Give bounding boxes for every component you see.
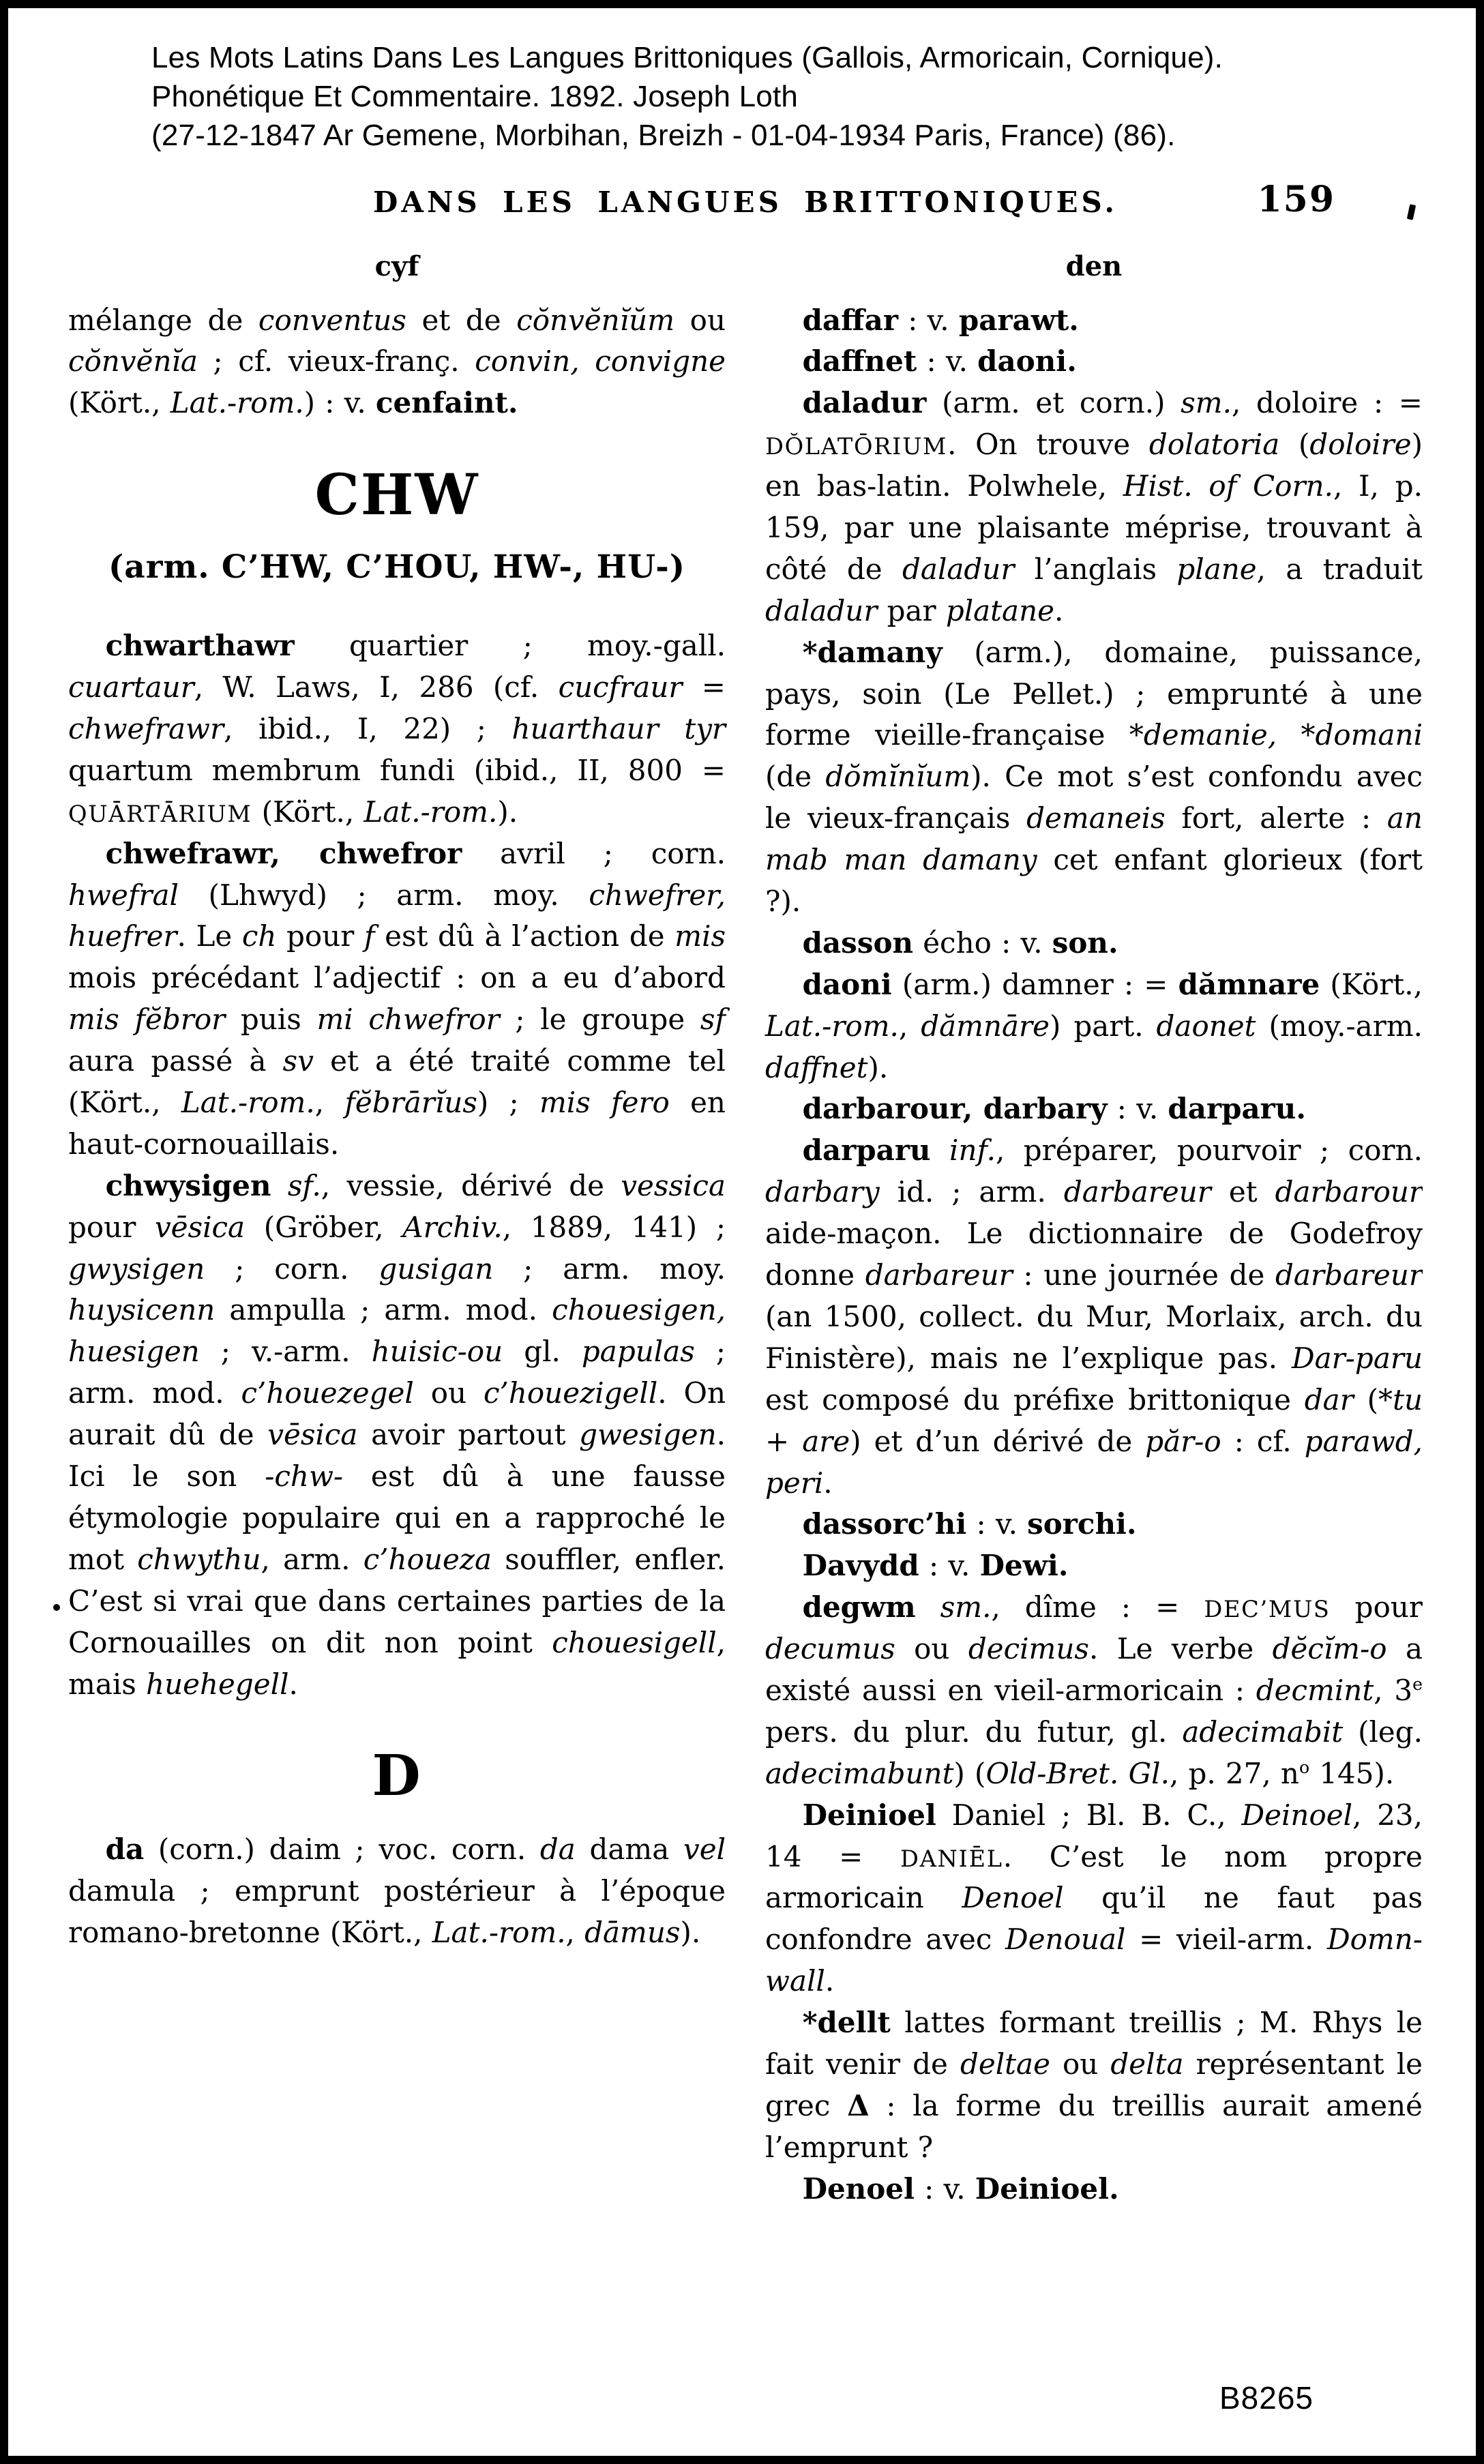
entry-deinioel: Deinioel Daniel ; Bl. B. C., Deinoel, 23, 14 = DANIĒL. C’est le nom propre armoricain Denoel qu’il ne faut pas confondre avec Denoual = vieil-arm. Domn-wall.: [765, 1798, 1423, 1998]
page-number: 159: [1257, 178, 1335, 220]
text-run-i: sv: [282, 1044, 314, 1078]
text-run-b: daffnet: [802, 344, 917, 378]
text-run-i: dar: [1304, 1382, 1354, 1416]
text-run-i: chouesigell: [552, 1625, 717, 1659]
text-run-i: sf.: [287, 1168, 321, 1202]
entry-chwysigen: chwysigen sf., vessie, dérivé de vessica pour vēsica (Gröber, Archiv., 1889, 141) ; gwysigen ; corn. gusigan ; arm. moy. huysicenn ampulla ; arm. mod. chouesigen, huesigen ; v.-arm. huisic-ou gl. papulas ; arm. mod. c’houezegel ou c’houezigell. On aurait dû de vēsica avoir partout gwesigen. Ici le son -chw- est dû à une fausse étymologie populaire qui en a rapproché le mot chwythu, arm. c’houeza souffler, enfler. C’est si vrai que dans certaines parties de la Cornouailles on dit non point chouesigell, mais huehegell.: [68, 1168, 726, 1701]
text-run-i: Archiv.: [402, 1210, 503, 1244]
text-run-b: parawt.: [958, 303, 1079, 337]
text-run-b: chwysigen: [105, 1168, 271, 1202]
text-run-b: daffar: [802, 303, 898, 337]
guide-word-right: den: [1065, 250, 1123, 282]
running-header: [68, 178, 1423, 220]
text-run-b: son.: [1052, 925, 1118, 960]
text-run-i: darbarour: [1275, 1175, 1423, 1209]
entry-darbarour-xref: darbarour, darbary : v. darparu.: [802, 1092, 1306, 1126]
entry-chwefrawr: chwefrawr, chwefror avril ; corn. hwefral (Lhwyd) ; arm. moy. chwefrer, huefrer. Le ch pour f est dû à l’action de mis mois précédant l’adjectif : on a eu d’abord mis fĕbror puis mi chwefror ; le groupe sf aura passé à sv et a été traité comme tel (Kört., Lat.-rom., fĕbrārĭus) ; mis fero en haut-cornouaillais.: [68, 836, 726, 1161]
page-footer: [68, 2379, 1423, 2456]
guide-word-left: cyf: [374, 250, 419, 282]
section-heading-d: D: [372, 1743, 422, 1809]
text-run-i: c’houezigell: [483, 1376, 658, 1410]
text-run-i: doloire: [1309, 428, 1412, 462]
text-run-b: Davydd: [802, 1549, 919, 1583]
text-run-i: Lat.-rom.: [181, 1086, 315, 1120]
text-run-i: Lat.-rom.: [363, 795, 498, 829]
running-title: DANS LES LANGUES BRITTONIQUES.: [372, 185, 1118, 219]
text-run-i: daffnet: [765, 1050, 868, 1084]
text-run-i: dămnāre: [921, 1009, 1050, 1043]
entry-darparu: darparu inf., préparer, pourvoir ; corn. darbary id. ; arm. darbareur et darbarour aide-maçon. Le dictionnaire de Godefroy donne darbareur : une journée de darbareur (an 1500, collect. du Mur, Morlaix, arch. du Finistère), mais ne l’explique pas. Dar-paru est composé du préfixe brittonique dar (*tu + are) et d’un dérivé de păr-o : cf. parawd, peri.: [765, 1133, 1423, 1500]
text-run-i: cŏnvĕnĭŭm: [516, 303, 675, 337]
text-run-i: decumus: [765, 1632, 895, 1666]
text-run-i: decimus: [968, 1632, 1089, 1666]
text-run-i: gwysigen: [68, 1251, 205, 1286]
text-run-i: mi chwefror: [316, 1003, 500, 1037]
text-run-i: vessica: [621, 1168, 726, 1202]
text-run-i: inf.: [949, 1133, 996, 1168]
text-run-i: platane: [945, 593, 1054, 627]
text-run-i: sm.: [940, 1590, 992, 1624]
text-run-i: delta: [1110, 2047, 1184, 2081]
text-run-i: decmint: [1256, 1673, 1374, 1707]
text-run-b: Denoel: [802, 2171, 915, 2206]
text-run-i: Denoel: [962, 1881, 1064, 1915]
text-run-i: păr-o: [1145, 1424, 1221, 1458]
entry-daffnet: daffnet : v. daoni.: [802, 344, 1077, 378]
text-run-i: chwefrer, huefrer: [68, 878, 726, 953]
text-run-i: chwefrawr: [68, 712, 224, 746]
text-run-i: ch: [241, 919, 277, 953]
text-run-i: Lat.-rom.: [170, 386, 304, 420]
text-run-i: daladur: [765, 593, 878, 627]
provenance-line-1: Les Mots Latins Dans Les Langues Brittoniques (Gallois, Armoricain, Cornique).: [151, 41, 1223, 74]
text-run-b: da: [105, 1832, 145, 1867]
text-run-b: daoni.: [977, 344, 1077, 378]
text-run-b: Deinioel: [802, 1798, 936, 1832]
section-heading-chw: CHW: [314, 462, 479, 529]
entry-daladur: daladur (arm. et corn.) sm., doloire : = DŎLATŌRIUM. On trouve dolatoria (doloire) en bas-latin. Polwhele, Hist. of Corn., I, p. 159, par une plaisante méprise, trouvant à côté de daladur l’anglais plane, a traduit daladur par platane.: [765, 386, 1423, 627]
text-run-i: hwefral: [68, 878, 179, 912]
left-column: [68, 250, 726, 2379]
text-run-sc: DANIĒL: [900, 1845, 1003, 1872]
text-run-b: sorchi.: [1027, 1507, 1137, 1541]
text-run-b: degwm: [802, 1590, 916, 1624]
text-run-b: daladur: [802, 386, 927, 420]
provenance-header: [151, 38, 1423, 155]
text-run-sup: o: [1298, 1757, 1310, 1777]
scan-code: B8265: [1219, 2380, 1314, 2416]
text-run-i: Domn-wall: [765, 1923, 1423, 1998]
text-run-i: gwesigen: [579, 1418, 717, 1452]
text-run-b: *damany: [802, 635, 943, 669]
text-run-i: vēsica: [267, 1418, 358, 1452]
scan-artifact-dot: [53, 1604, 60, 1611]
text-columns: [68, 250, 1423, 2379]
entry-daffar: daffar : v. parawt.: [802, 303, 1079, 337]
entry-dassorchi: dassorc’hi : v. sorchi.: [802, 1507, 1137, 1541]
entry-dellt: *dellt lattes formant treillis ; M. Rhys le fait venir de deltae ou delta représentant le grec Δ : la forme du treillis aurait amené l’emprunt ?: [765, 2006, 1423, 2164]
text-run-i: darbary: [765, 1175, 880, 1209]
text-run-i: dāmus: [584, 1916, 681, 1950]
text-run-i: darbareur: [865, 1258, 1013, 1292]
text-run-i: daladur: [902, 552, 1015, 586]
entry-denoel: Denoel : v. Deinioel.: [802, 2171, 1119, 2206]
text-run-i: deltae: [960, 2047, 1050, 2081]
text-run-b: daoni: [802, 967, 892, 1001]
text-run-i: dŏmĭnĭum: [825, 760, 971, 794]
text-run-i: darbareur: [1063, 1175, 1211, 1209]
text-run-i: dolatoria: [1148, 428, 1280, 462]
text-run-i: an mab man damany: [765, 801, 1423, 877]
text-run-b: dassorc’hi: [802, 1507, 967, 1541]
entry-dasson: dasson écho : v. son.: [802, 925, 1118, 960]
text-run-i: huehegell: [146, 1667, 289, 1701]
text-run-i: huysicenn: [68, 1293, 216, 1327]
right-column-body: [765, 300, 1423, 2210]
provenance-line-3: (27-12-1847 Ar Gemene, Morbihan, Breizh - 01-04-1934 Paris, France) (86).: [151, 119, 1176, 153]
text-run-i: adecimabunt: [765, 1756, 954, 1790]
entry-damany: *damany (arm.), domaine, puissance, pays, soin (Le Pellet.) ; emprunté à une forme vieille-française *demanie, *domani (de dŏmĭnĭum). Ce mot s’est confondu avec le vieux-français demaneis fort, alerte : an mab man damany cet enfant glorieux (fort ?).: [765, 635, 1423, 919]
text-run-i: Dar-paru: [1291, 1341, 1423, 1375]
text-run-b: cenfaint.: [375, 386, 518, 420]
text-run-i: tu: [1393, 1382, 1423, 1416]
text-run-b: Δ: [847, 2088, 870, 2122]
entry-daoni: daoni (arm.) damner : = dămnare (Kört., Lat.-rom., dămnāre) part. daonet (moy.-arm. daffnet).: [765, 967, 1423, 1084]
text-run-i: vēsica: [154, 1210, 246, 1244]
text-run-b: Dewi.: [979, 1549, 1069, 1583]
text-run-i: plane: [1176, 552, 1257, 586]
text-run-i: darbareur: [1275, 1258, 1423, 1292]
entry-da: da (corn.) daim ; voc. corn. da dama vel damula ; emprunt postérieur à l’époque romano-bretonne (Kört., Lat.-rom., dāmus).: [68, 1832, 726, 1950]
text-run-i: chouesigen, huesigen: [68, 1293, 726, 1369]
text-run-i: huisic-ou: [371, 1335, 503, 1369]
entry-davydd: Davydd : v. Dewi.: [802, 1549, 1069, 1583]
left-column-body: [68, 300, 726, 1955]
text-run-b: dămnare: [1178, 967, 1320, 1001]
text-run-b: *dellt: [802, 2006, 891, 2040]
entry-degwm: degwm sm., dîme : = DEC’MUS pour decumus ou decimus. Le verbe dĕcĭm-o a existé aussi en vieil-armoricain : decmint, 3e pers. du plur. du futur, gl. adecimabit (leg. adecimabunt) (Old-Bret. Gl., p. 27, $n^o$ 145).: [765, 1590, 1423, 1790]
section-subheading-chw: (arm. C’HW, C’HOU, HW-, HU-): [108, 548, 685, 587]
text-run-i: cucfraur: [558, 670, 683, 704]
text-run-i: mis: [674, 919, 726, 953]
text-run-sup: e: [1412, 1674, 1423, 1694]
text-run-i: Old-Bret. Gl.: [985, 1756, 1170, 1790]
text-run-i: Lat.-rom.: [765, 1009, 899, 1043]
text-run-b: darparu: [802, 1133, 931, 1168]
entry-chwarthawr: chwarthawr quartier ; moy.-gall. cuartaur, W. Laws, I, 286 (cf. cucfraur = chwefrawr, ibid., I, 22) ; huarthaur tyr quartum membrum fundi (ibid., II, 800 = QUĀRTĀRIUM (Kört., Lat.-rom.).: [68, 629, 726, 829]
text-run-sc: DEC’MUS: [1204, 1596, 1331, 1623]
text-run-b: chwefrawr, chwefror: [105, 836, 462, 870]
text-run-i: huarthaur tyr: [511, 712, 726, 746]
text-run-i: cŏnvĕnĭa: [68, 344, 198, 378]
text-run-i: adecimabit: [1182, 1715, 1344, 1749]
text-run-i: dĕcĭm-o: [1272, 1632, 1387, 1666]
text-run-i: demaneis: [1026, 801, 1166, 835]
text-run-i: Denoual: [1005, 1923, 1126, 1957]
text-run-i: Lat.-rom.: [432, 1916, 566, 1950]
text-run-i: sf: [700, 1003, 726, 1037]
text-run-i: fĕbrārĭus: [344, 1086, 477, 1120]
text-run-i: *demanie, *domani: [1129, 718, 1423, 752]
text-run-b: chwarthawr: [105, 629, 295, 663]
text-run-i: papulas: [581, 1335, 695, 1369]
provenance-line-2: Phonétique Et Commentaire. 1892. Joseph Loth: [151, 80, 799, 114]
text-run-b: dasson: [802, 925, 914, 960]
text-run-i: daonet: [1156, 1009, 1256, 1043]
text-run-i: vel: [683, 1832, 726, 1867]
text-run-i: are: [802, 1424, 850, 1458]
text-run-i: gusigan: [379, 1251, 494, 1286]
text-run-i: mis fĕbror: [68, 1003, 226, 1037]
text-run-b: Deinioel.: [975, 2171, 1119, 2206]
text-run-i: f: [363, 919, 375, 953]
entry-cenfaint-continuation: mélange de conventus et de cŏnvĕnĭŭm ou cŏnvĕnĭa ; cf. vieux-franç. convin, convigne (Kört., Lat.-rom.) : v. cenfaint.: [68, 303, 726, 420]
text-run-sc: DŎLATŌRIUM: [765, 433, 948, 460]
text-run-i: da: [539, 1832, 576, 1867]
text-run-sc: QUĀRTĀRIUM: [68, 800, 252, 827]
text-run-i: c’houezegel: [241, 1376, 414, 1410]
text-run-b: darbarour, darbary: [802, 1092, 1108, 1126]
text-run-i: cuartaur: [68, 670, 194, 704]
text-run-i: parawd, peri: [765, 1424, 1423, 1500]
text-run-i: Deinoel: [1241, 1798, 1353, 1832]
text-run-i: mis fero: [539, 1086, 670, 1120]
text-run-b: darparu.: [1168, 1092, 1306, 1126]
text-run-i: chwythu: [137, 1542, 261, 1576]
text-run-i: Hist. of Corn.: [1123, 469, 1333, 503]
text-run-i: c’houeza: [363, 1542, 492, 1576]
text-run-i: convin, convigne: [475, 344, 726, 378]
text-run-i: sm.: [1181, 386, 1232, 420]
text-run-i: -chw-: [265, 1459, 344, 1494]
right-column: [765, 250, 1423, 2379]
text-run-i: conventus: [258, 303, 406, 337]
